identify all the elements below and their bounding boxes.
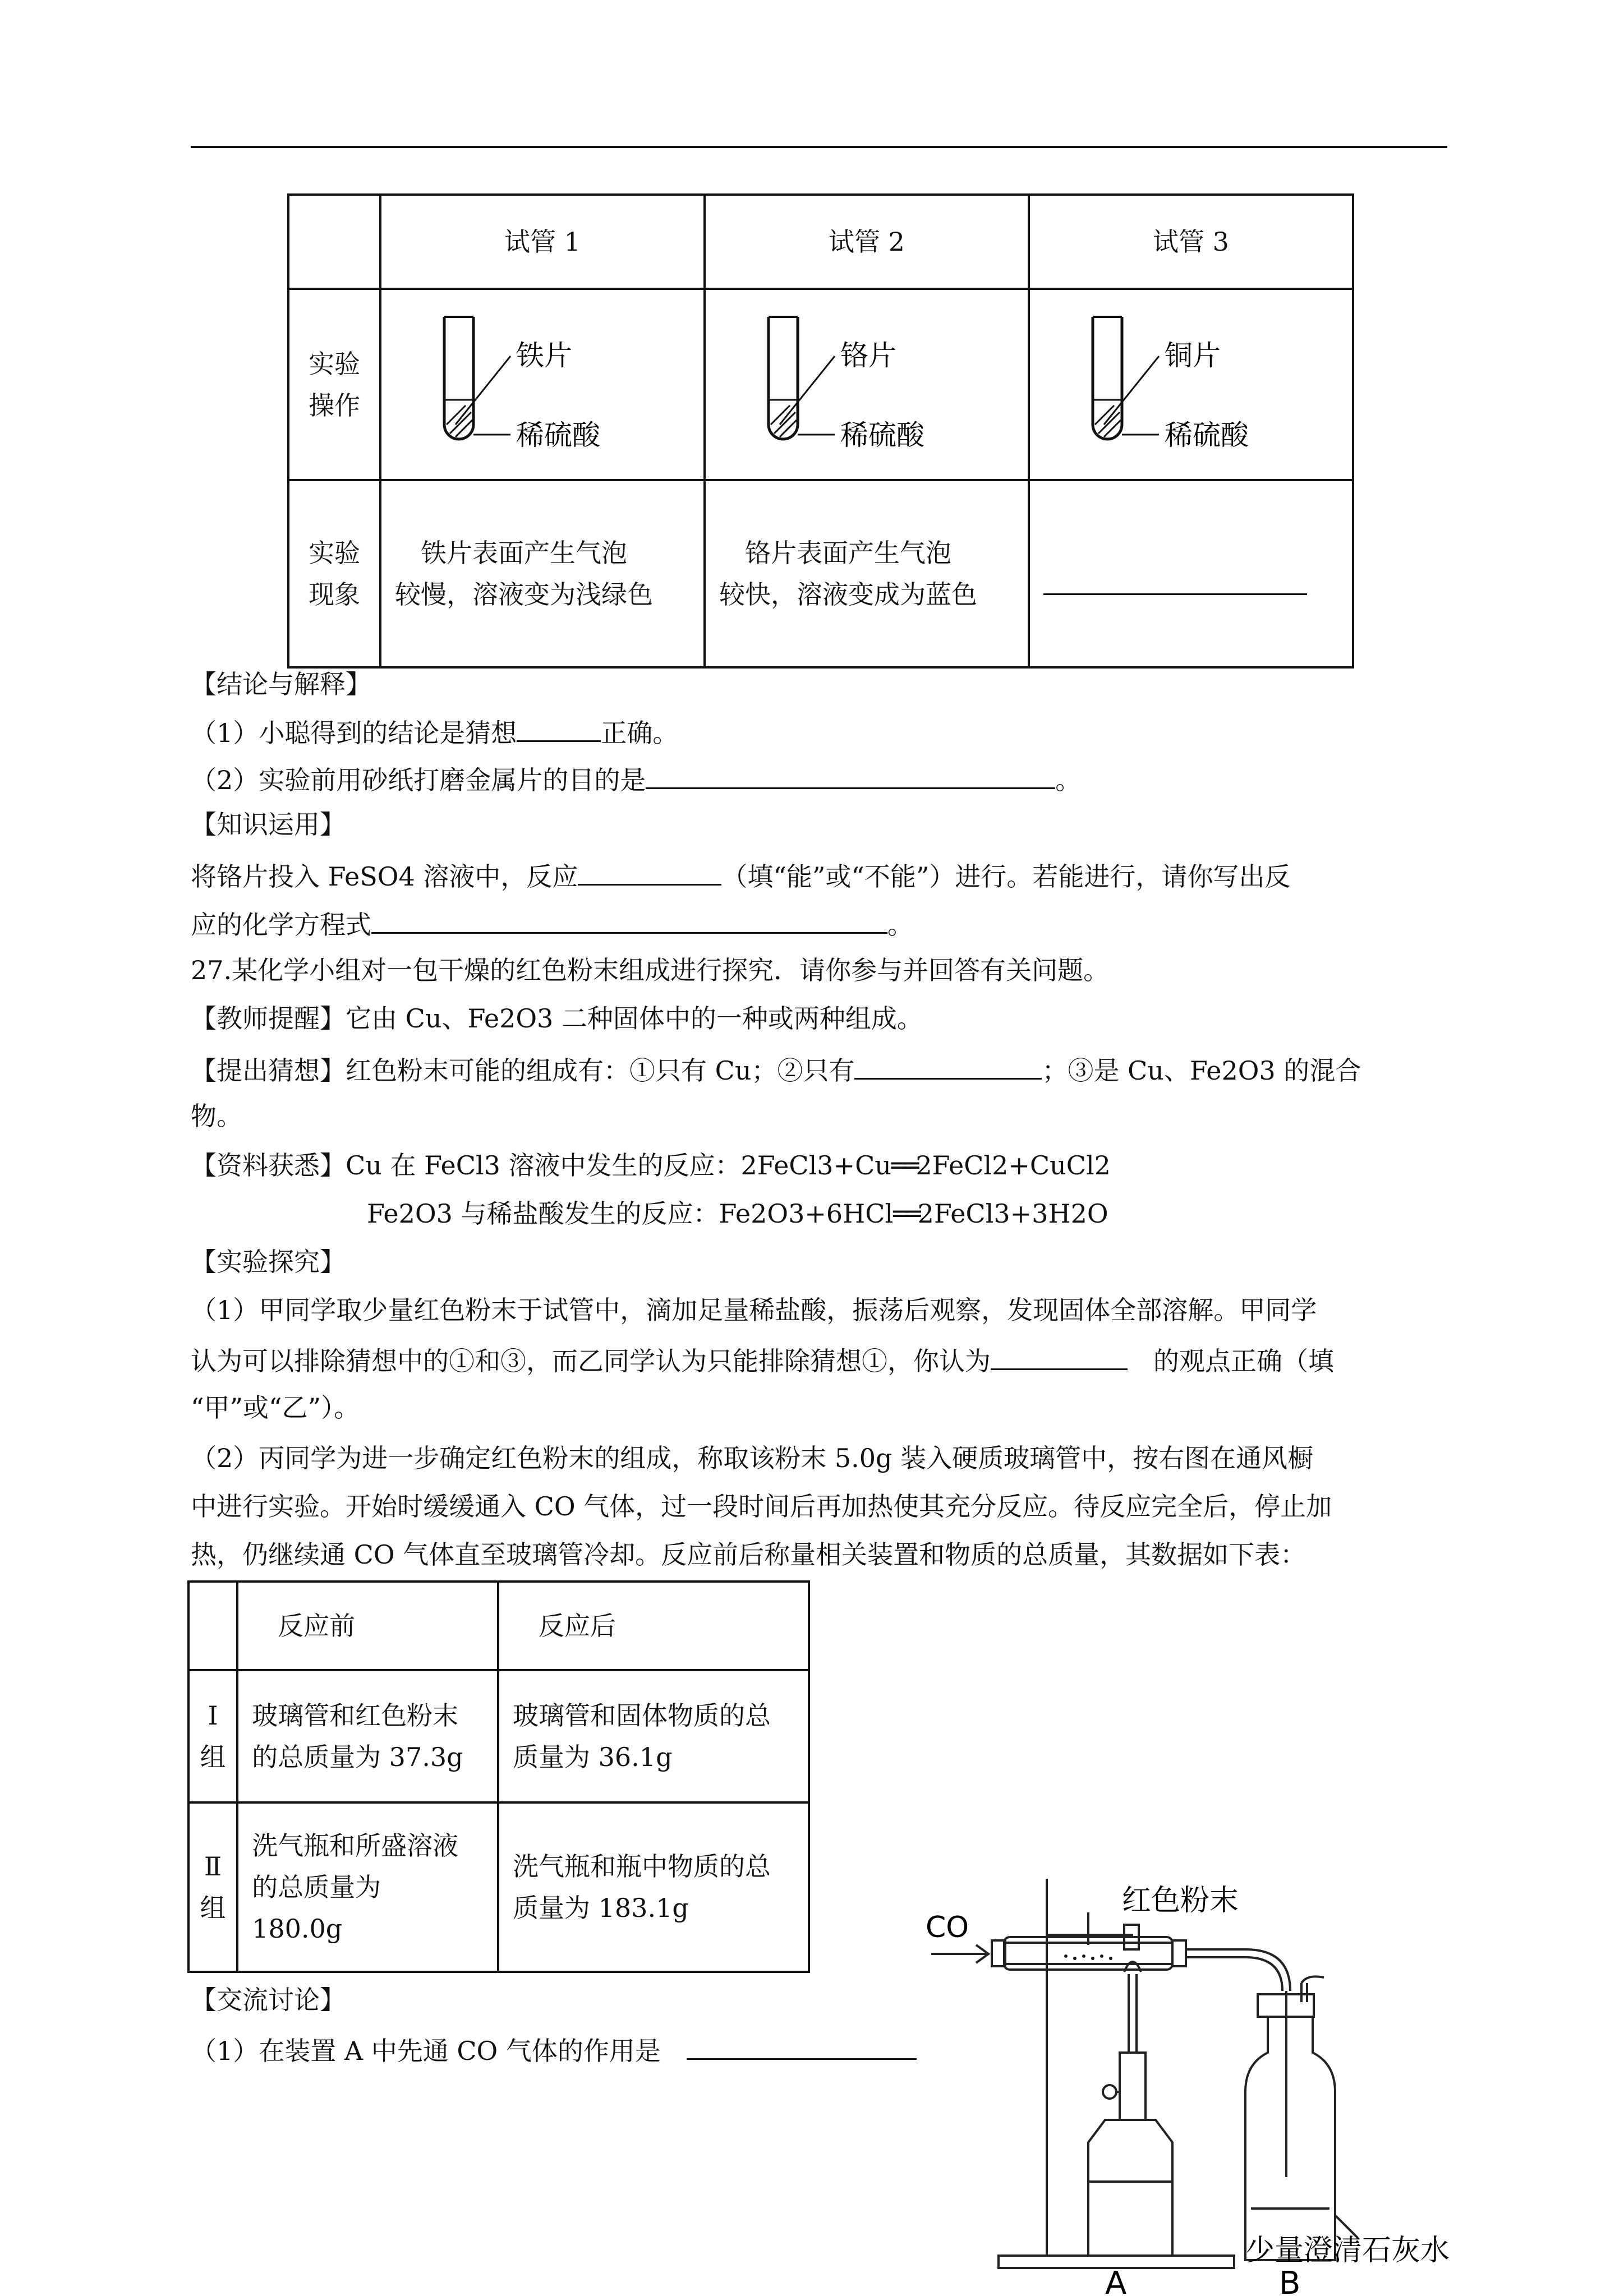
info-line-1: 【资料获悉】Cu 在 FeCl3 溶液中发生的反应：2FeCl3+Cu══2FeCl2+CuCl2 — [191, 1150, 1111, 1181]
answer-blank-can-react[interactable] — [578, 857, 721, 886]
question-27: 27.某化学小组对一包干燥的红色粉末组成进行探究．请你参与并回答有关问题。 — [191, 955, 1110, 985]
header-before: 反应前 — [237, 1582, 498, 1670]
explore-1-line-1: （1）甲同学取少量红色粉末于试管中，滴加足量稀盐酸，振荡后观察，发现固体全部溶解。甲同学 — [191, 1295, 1317, 1325]
answer-blank-co-purpose[interactable] — [687, 2031, 917, 2060]
explore-1-line-3: “甲”或“乙”）。 — [191, 1393, 360, 1423]
phenomenon-tube-3-blank[interactable] — [1029, 480, 1353, 667]
header-tube-2: 试管 2 — [705, 195, 1029, 289]
header-tube-3: 试管 3 — [1029, 195, 1353, 289]
answer-blank-only[interactable] — [854, 1051, 1042, 1080]
header-after: 反应后 — [498, 1582, 809, 1670]
header-rule — [191, 146, 1447, 148]
guess-line-2: 物。 — [191, 1101, 242, 1131]
tube-3-metal-label: 铜片 — [1165, 339, 1221, 372]
answer-blank-equation[interactable] — [371, 905, 887, 934]
label-a: A — [1105, 2265, 1127, 2296]
info-line-2: Fe2O3 与稀盐酸发生的反应：Fe2O3+6HCl══2FeCl3+3H2O — [367, 1198, 1108, 1229]
corner-cell — [288, 195, 380, 289]
tube-cell-2 — [705, 289, 1029, 480]
section-explore: 【实验探究】 — [191, 1247, 346, 1277]
guess-line: 【提出猜想】红色粉末可能的组成有：①只有 Cu；②只有 ；③是 Cu、Fe2O3 的混合 — [191, 1051, 1361, 1087]
explore-2-line-1: （2）丙同学为进一步确定红色粉末的组成，称取该粉末 5.0g 装入硬质玻璃管中，按右图在通风橱 — [191, 1443, 1314, 1473]
corner-cell-2 — [188, 1582, 237, 1670]
teacher-hint: 【教师提醒】它由 Cu、Fe2O3 二种固体中的一种或两种组成。 — [191, 1003, 923, 1034]
row-label-operation: 实验 操作 — [288, 289, 380, 480]
answer-blank-purpose[interactable] — [646, 760, 1055, 789]
tube-cell-3 — [1029, 289, 1353, 480]
discuss-q1: （1）在装置 A 中先通 CO 气体的作用是 — [191, 2031, 917, 2068]
group-1-before: 玻璃管和红色粉末 的总质量为 37.3g — [237, 1670, 498, 1802]
group-2-after: 洗气瓶和瓶中物质的总 质量为 183.1g — [498, 1802, 809, 1972]
row-label-phenomenon: 实验 现象 — [288, 480, 380, 667]
section-discuss: 【交流讨论】 — [191, 1985, 346, 2015]
tube-cell-1 — [380, 289, 705, 480]
answer-blank-guess[interactable] — [517, 713, 601, 742]
header-tube-1: 试管 1 — [380, 195, 705, 289]
section-apply: 【知识运用】 — [191, 809, 346, 840]
test-tube-copper-icon — [1030, 290, 1352, 467]
gas-co-label: CO — [926, 1911, 969, 1944]
tube-1-metal-label: 铁片 — [516, 339, 572, 372]
explore-1-line-2: 认为可以排除猜想中的①和③，而乙同学认为只能排除猜想①，你认为 的观点正确（填 — [191, 1341, 1334, 1378]
tube-2-acid-label: 稀硫酸 — [840, 419, 924, 451]
conclusion-q1: （1）小聪得到的结论是猜想 正确。 — [191, 713, 678, 750]
test-tube-iron-icon — [381, 290, 703, 467]
answer-blank-who[interactable] — [991, 1341, 1128, 1370]
test-tube-table — [287, 193, 1354, 668]
phenomenon-tube-2: 铬片表面产生气泡 较快，溶液变成为蓝色 — [705, 480, 1029, 667]
co-reduction-apparatus — [920, 1868, 1509, 2296]
apply-line-1: 将铬片投入 FeSO4 溶液中，反应 （填“能”或“不能”）进行。若能进行，请你写出反 — [191, 857, 1290, 893]
group-2-before: 洗气瓶和所盛溶液 的总质量为 180.0g — [237, 1802, 498, 1972]
red-powder-label: 红色粉末 — [1122, 1884, 1239, 1917]
mass-data-table — [187, 1580, 810, 1973]
section-conclusion: 【结论与解释】 — [191, 669, 371, 699]
test-tube-chromium-icon — [706, 290, 1028, 467]
tube-3-acid-label: 稀硫酸 — [1165, 419, 1249, 451]
group-2-label: Ⅱ 组 — [188, 1802, 237, 1972]
explore-2-line-3: 热，仍继续通 CO 气体直至玻璃管冷却。反应前后称量相关装置和物质的总质量，其数据如下表： — [191, 1539, 1306, 1570]
apply-line-2: 应的化学方程式 。 — [191, 905, 913, 942]
conclusion-q2: （2）实验前用砂纸打磨金属片的目的是 。 — [191, 760, 1081, 797]
label-b: B — [1279, 2265, 1301, 2296]
limewater-label: 少量澄清石灰水 — [1245, 2234, 1450, 2267]
tube-1-acid-label: 稀硫酸 — [516, 419, 600, 451]
explore-2-line-2: 中进行实验。开始时缓缓通入 CO 气体，过一段时间后再加热使其充分反应。待反应完全后，停止加 — [191, 1491, 1332, 1522]
group-1-after: 玻璃管和固体物质的总 质量为 36.1g — [498, 1670, 809, 1802]
phenomenon-tube-1: 铁片表面产生气泡 较慢，溶液变为浅绿色 — [380, 480, 705, 667]
tube-2-metal-label: 铬片 — [840, 339, 896, 372]
group-1-label: Ⅰ 组 — [188, 1670, 237, 1802]
